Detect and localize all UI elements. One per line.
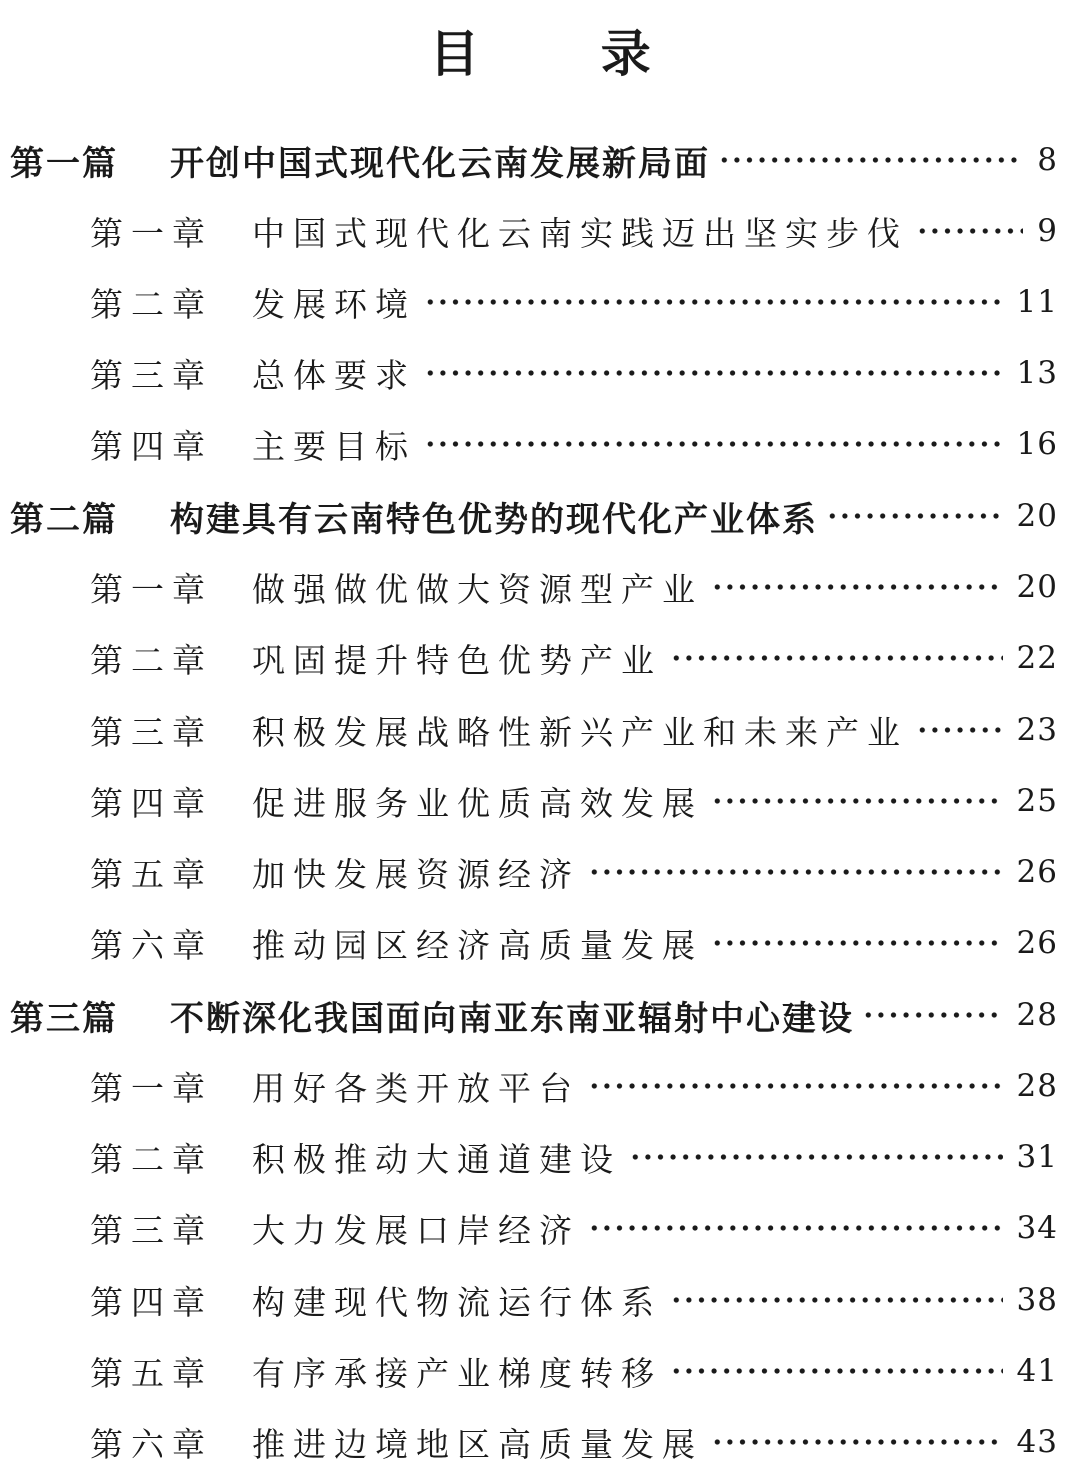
- dot-leader: [588, 868, 1003, 876]
- page-number: 22: [1016, 640, 1058, 676]
- chapter-label: 第五章: [90, 1353, 213, 1393]
- chapter-title: 促进服务业优质高效发展: [252, 783, 703, 823]
- toc-chapter-entry[interactable]: [90, 1133, 1058, 1181]
- chapter-label: 第一章: [90, 213, 213, 253]
- toc-chapter-entry[interactable]: [90, 1347, 1058, 1395]
- page-number: 25: [1016, 783, 1058, 819]
- toc-chapter-entry[interactable]: [90, 1418, 1058, 1466]
- toc-chapter-entry[interactable]: [90, 563, 1058, 611]
- chapter-title: 积极发展战略性新兴产业和未来产业: [252, 712, 908, 752]
- dot-leader: [588, 1224, 1003, 1232]
- chapter-title: 主要目标: [252, 426, 416, 466]
- part-label: 第三篇: [10, 998, 118, 1039]
- toc-chapter-entry[interactable]: [90, 420, 1058, 468]
- page-number: 43: [1016, 1424, 1058, 1460]
- chapter-label: 第一章: [90, 1068, 213, 1108]
- dot-leader: [424, 369, 1003, 377]
- chapter-title: 用好各类开放平台: [252, 1068, 580, 1108]
- dot-leader: [424, 298, 1003, 306]
- part-title: 开创中国式现代化云南发展新局面: [170, 143, 710, 184]
- toc-chapter-entry[interactable]: [90, 1276, 1058, 1324]
- chapter-label: 第三章: [90, 355, 213, 395]
- dot-leader: [916, 726, 1003, 734]
- chapter-title: 构建现代物流运行体系: [252, 1282, 662, 1322]
- toc-part-entry[interactable]: [10, 991, 1058, 1039]
- part-title: 构建具有云南特色优势的现代化产业体系: [170, 499, 818, 540]
- dot-leader: [670, 654, 1003, 662]
- chapter-label: 第三章: [90, 1210, 213, 1250]
- dot-leader: [711, 939, 1003, 947]
- chapter-title: 加快发展资源经济: [252, 854, 580, 894]
- toc-chapter-entry[interactable]: [90, 278, 1058, 326]
- chapter-title: 做强做优做大资源型产业: [252, 569, 703, 609]
- chapter-label: 第三章: [90, 712, 213, 752]
- dot-leader: [711, 583, 1003, 591]
- page-number: 34: [1016, 1210, 1058, 1246]
- page-number: 9: [1037, 213, 1058, 249]
- dot-leader: [826, 512, 1003, 520]
- dot-leader: [711, 1438, 1003, 1446]
- chapter-label: 第四章: [90, 783, 213, 823]
- chapter-title: 积极推动大通道建设: [252, 1139, 621, 1179]
- dot-leader: [862, 1011, 1003, 1019]
- chapter-title: 中国式现代化云南实践迈出坚实步伐: [252, 213, 908, 253]
- toc-part-entry[interactable]: [10, 136, 1058, 184]
- toc-part-entry[interactable]: [10, 492, 1058, 540]
- chapter-title: 有序承接产业梯度转移: [252, 1353, 662, 1393]
- chapter-label: 第二章: [90, 640, 213, 680]
- toc-chapter-entry[interactable]: [90, 634, 1058, 682]
- part-label: 第二篇: [10, 499, 118, 540]
- toc-chapter-entry[interactable]: [90, 706, 1058, 754]
- page-number: 20: [1016, 498, 1058, 534]
- toc-chapter-entry[interactable]: [90, 349, 1058, 397]
- page-number: 38: [1016, 1282, 1058, 1318]
- dot-leader: [670, 1367, 1003, 1375]
- toc-chapter-entry[interactable]: [90, 919, 1058, 967]
- page-number: 28: [1016, 1068, 1058, 1104]
- chapter-title: 总体要求: [252, 355, 416, 395]
- page-number: 28: [1016, 997, 1058, 1033]
- part-title: 不断深化我国面向南亚东南亚辐射中心建设: [170, 998, 854, 1039]
- chapter-label: 第五章: [90, 854, 213, 894]
- chapter-title: 推动园区经济高质量发展: [252, 925, 703, 965]
- part-label: 第一篇: [10, 143, 118, 184]
- page-number: 31: [1016, 1139, 1058, 1175]
- chapter-label: 第二章: [90, 1139, 213, 1179]
- toc-chapter-entry[interactable]: [90, 207, 1058, 255]
- dot-leader: [588, 1082, 1003, 1090]
- page-title: 目 录: [429, 25, 703, 83]
- chapter-label: 第一章: [90, 569, 213, 609]
- toc-chapter-entry[interactable]: [90, 1204, 1058, 1252]
- dot-leader: [629, 1153, 1003, 1161]
- chapter-label: 第六章: [90, 1424, 213, 1464]
- page-number: 41: [1016, 1353, 1058, 1389]
- chapter-label: 第六章: [90, 925, 213, 965]
- page-number: 26: [1016, 854, 1058, 890]
- page-number: 16: [1016, 426, 1058, 462]
- dot-leader: [670, 1296, 1003, 1304]
- dot-leader: [916, 227, 1023, 235]
- chapter-label: 第四章: [90, 426, 213, 466]
- chapter-label: 第四章: [90, 1282, 213, 1322]
- page-number: 8: [1037, 142, 1058, 178]
- page-number: 11: [1016, 284, 1058, 320]
- chapter-title: 大力发展口岸经济: [252, 1210, 580, 1250]
- toc-chapter-entry[interactable]: [90, 1062, 1058, 1110]
- chapter-label: 第二章: [90, 284, 213, 324]
- dot-leader: [424, 440, 1003, 448]
- page-number: 20: [1016, 569, 1058, 605]
- chapter-title: 推进边境地区高质量发展: [252, 1424, 703, 1464]
- page-number: 23: [1016, 712, 1058, 748]
- dot-leader: [718, 156, 1023, 164]
- toc-chapter-entry[interactable]: [90, 777, 1058, 825]
- dot-leader: [711, 797, 1003, 805]
- chapter-title: 发展环境: [252, 284, 416, 324]
- chapter-title: 巩固提升特色优势产业: [252, 640, 662, 680]
- page-number: 13: [1016, 355, 1058, 391]
- toc-chapter-entry[interactable]: [90, 848, 1058, 896]
- page-number: 26: [1016, 925, 1058, 961]
